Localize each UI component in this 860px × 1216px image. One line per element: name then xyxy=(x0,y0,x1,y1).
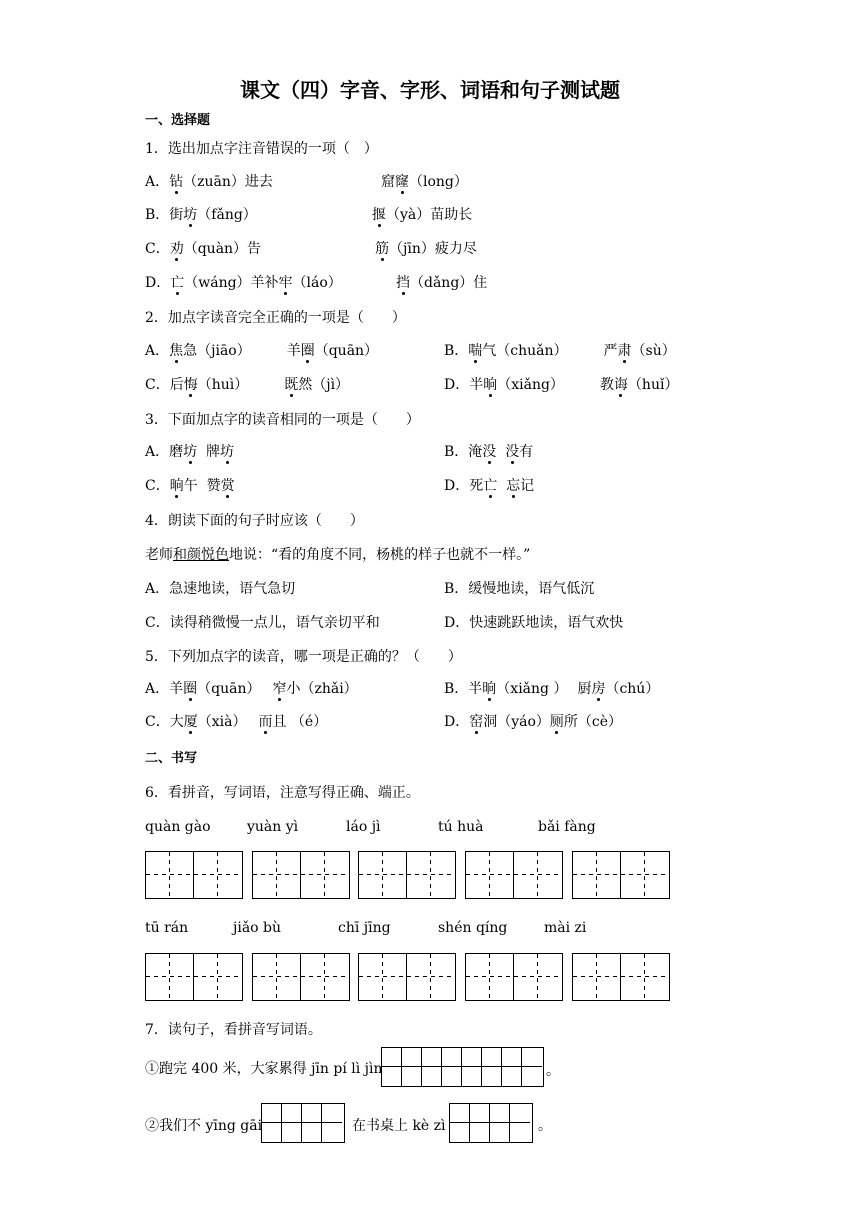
q4-option-b: B．缓慢地读，语气低沉 xyxy=(444,581,595,597)
q5-option-b: B．半晌（xiǎng ） 厨房（chú） xyxy=(444,681,660,697)
writing-grid-box[interactable] xyxy=(572,953,670,1001)
q5-option-a: A．羊圈（quān） 窄小（zhǎi） xyxy=(145,681,358,697)
q7-sentence-2-end: 。 xyxy=(538,1118,552,1134)
pinyin-label: láo jì xyxy=(346,819,381,835)
q2-option-d: D．半晌（xiǎng） 教诲（huǐ） xyxy=(444,377,679,393)
q1-stem: 1．选出加点字注音错误的一项（ ） xyxy=(145,141,378,157)
q4-sentence: 老师和颜悦色地说：“看的角度不同，杨桃的样子也就不一样。” xyxy=(145,547,531,563)
q4-option-c: C．读得稍微慢一点儿，语气亲切平和 xyxy=(145,615,380,631)
q3-option-b: B．淹没 没有 xyxy=(444,444,534,460)
pinyin-label: shén qíng xyxy=(438,920,508,936)
section-choice-heading: 一、选择题 xyxy=(145,113,211,128)
q5-option-d: D．窑洞（yáo）厕所（cè） xyxy=(444,714,623,730)
pinyin-label: quàn gào xyxy=(145,819,211,835)
writing-grid-box[interactable] xyxy=(252,953,350,1001)
writing-grid-box[interactable] xyxy=(358,953,456,1001)
q1-option-a: A．钻（zuān）进去 xyxy=(145,174,273,190)
q7-sentence-2: ②我们不 yīng gāi xyxy=(145,1118,263,1134)
q2-option-c: C．后悔（huì） 既然（jì） xyxy=(145,377,350,393)
pinyin-label: bǎi fàng xyxy=(538,819,596,835)
q1-option-a-2: 窟窿（long） xyxy=(381,174,468,190)
pinyin-label: mài zi xyxy=(544,920,587,936)
two-char-grid[interactable] xyxy=(261,1103,345,1143)
q1-option-d-2: 挡（dǎng）住 xyxy=(396,275,488,291)
q1-option-d: D．亡（wáng）羊补牢（láo） xyxy=(145,275,342,291)
writing-grid-box[interactable] xyxy=(572,851,670,899)
q1-option-b-2: 揠（yà）苗助长 xyxy=(372,207,473,223)
q7-sentence-2-mid: 在书桌上 kè zì xyxy=(352,1118,446,1134)
q2-option-a: A．焦急（jiāo） 羊圈（quān） xyxy=(145,343,379,359)
writing-grid-box[interactable] xyxy=(465,953,563,1001)
q2-stem: 2．加点字读音完全正确的一项是（ ） xyxy=(145,310,406,326)
q5-stem: 5．下列加点字的读音，哪一项是正确的？（ ） xyxy=(145,649,462,665)
q4-stem: 4．朗读下面的句子时应该（ ） xyxy=(145,513,364,529)
q1-option-c-2: 筋（jīn）疲力尽 xyxy=(375,241,477,257)
q7-stem: 7．读句子，看拼音写词语。 xyxy=(145,1022,322,1038)
q1-option-c: C．劝（quàn）告 xyxy=(145,241,262,257)
pinyin-label: chī jīng xyxy=(338,920,391,936)
page-title: 课文（四）字音、字形、词语和句子测试题 xyxy=(240,78,620,102)
four-char-grid[interactable] xyxy=(381,1047,544,1087)
pinyin-label: jiǎo bù xyxy=(233,920,282,936)
q4-option-a: A．急速地读，语气急切 xyxy=(145,581,296,597)
q2-option-b: B．喘气（chuǎn） 严肃（sù） xyxy=(444,343,676,359)
writing-grid-box[interactable] xyxy=(465,851,563,899)
pinyin-label: tú huà xyxy=(438,819,484,835)
writing-grid-box[interactable] xyxy=(145,953,243,1001)
pinyin-label: yuàn yì xyxy=(247,819,299,835)
q7-sentence-1-end: 。 xyxy=(546,1063,560,1079)
q7-sentence-1: ①跑完 400 米，大家累得 jīn pí lì jìn xyxy=(145,1061,383,1077)
writing-grid-box[interactable] xyxy=(358,851,456,899)
q5-option-c: C．大厦（xià） 而且 （é） xyxy=(145,714,328,730)
q3-option-c: C．晌午 赞赏 xyxy=(145,478,235,494)
q3-option-d: D．死亡 忘记 xyxy=(444,478,535,494)
writing-grid-box[interactable] xyxy=(145,851,243,899)
writing-grid-box[interactable] xyxy=(252,851,350,899)
q1-option-b: B．街坊（fǎng） xyxy=(145,207,257,223)
q3-stem: 3．下面加点字的读音相同的一项是（ ） xyxy=(145,412,420,428)
q3-option-a: A．磨坊 牌坊 xyxy=(145,444,235,460)
two-char-grid[interactable] xyxy=(449,1103,533,1143)
pinyin-label: tū rán xyxy=(145,920,189,936)
q6-stem: 6．看拼音，写词语，注意写得正确、端正。 xyxy=(145,785,420,801)
q4-option-d: D．快速跳跃地读，语气欢快 xyxy=(444,615,624,631)
section-writing-heading: 二、书写 xyxy=(145,751,198,766)
